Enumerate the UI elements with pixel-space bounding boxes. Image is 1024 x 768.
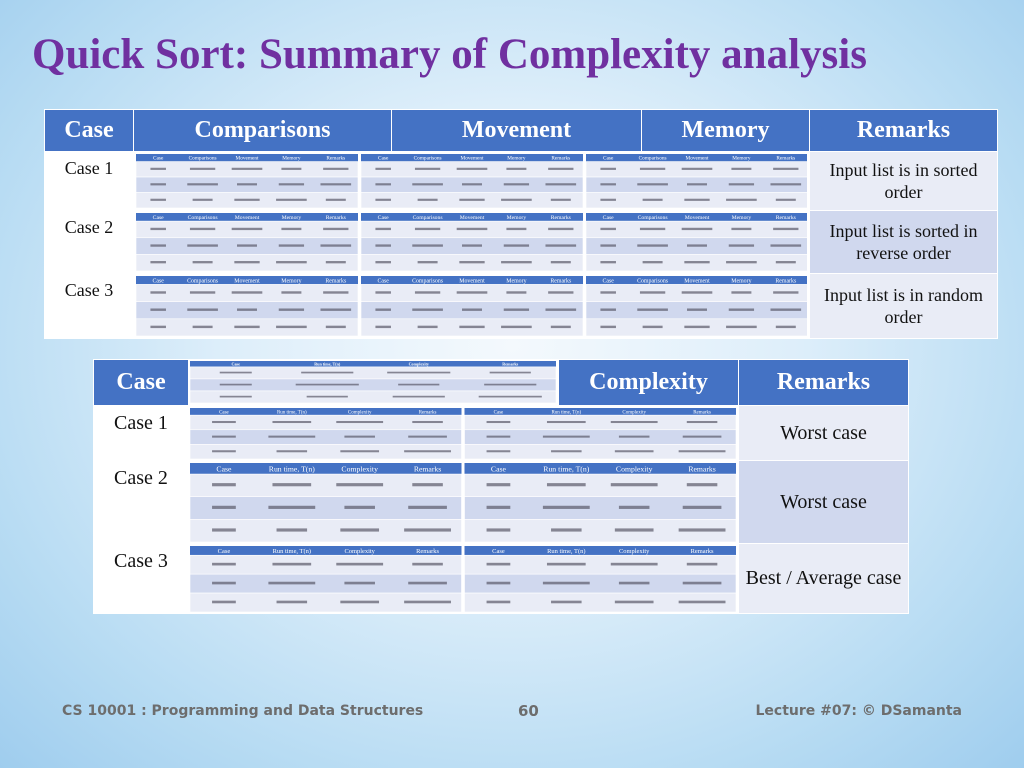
header-memory: Memory (642, 110, 810, 152)
thumbnail-header-text: Run time, T(n) (268, 463, 315, 473)
thumbnail-header-text: Movement (459, 215, 485, 222)
thumbnail-header-text: Run time, T(n) (314, 361, 341, 367)
remarks-cell: Input list is sorted in reverse order (810, 211, 998, 274)
thumbnail-header-text: Complexity (408, 361, 429, 367)
thumbnail-header-text: Case (490, 463, 506, 473)
thumbnail-header-text: Movement (460, 155, 484, 162)
header-case: Case (94, 360, 189, 406)
thumbnail-header-text: Movement (235, 155, 259, 162)
footer-lecture: Lecture #07: © DSamanta (755, 703, 962, 719)
thumbnail-header-text: Comparisons (412, 278, 444, 285)
thumbnail-header-text: Complexity (344, 547, 375, 555)
thumbnail-header-text: Complexity (622, 409, 646, 415)
thumbnail-header-text: Movement (685, 155, 709, 162)
table-row (45, 274, 998, 339)
header-movement: Movement (392, 110, 642, 152)
thumbnail-header-text: Case (492, 547, 505, 555)
thumbnail-header-text: Remarks (413, 463, 442, 473)
thumbnail-header-text: Case (219, 409, 229, 415)
thumbnail-header-text: Remarks (551, 155, 571, 162)
thumbnail-header-text: Comparisons (637, 278, 669, 285)
thumbnail-header-text: Remarks (550, 278, 572, 285)
embedded-table-image (134, 274, 810, 339)
case-label: Case 1 (45, 152, 134, 211)
thumbnail-image (190, 408, 736, 459)
table-header-row (45, 110, 998, 152)
header-comparisons: Comparisons (134, 110, 392, 152)
thumbnail-header-text: Case (602, 215, 614, 222)
embedded-table-image (189, 406, 739, 461)
thumbnail-header-text: Movement (459, 278, 485, 285)
header-complexity: Complexity (559, 360, 739, 406)
thumbnail-header-text: Remarks (326, 155, 346, 162)
thumbnail-header-text: Memory (732, 155, 751, 162)
thumbnail-header-text: Remarks (325, 278, 347, 285)
table-row (94, 406, 909, 461)
embedded-table-image (134, 211, 810, 274)
thumbnail-header-text: Remarks (690, 547, 714, 555)
thumbnail-header-text: Case (602, 278, 614, 285)
thumbnail-header-text: Remarks (775, 278, 797, 285)
thumbnail-header-text: Remarks (688, 463, 716, 473)
thumbnail-header-text: Complexity (347, 409, 372, 415)
complexity-summary-table (93, 359, 909, 614)
thumbnail-header-text: Comparisons (187, 215, 218, 222)
header-case: Case (45, 110, 134, 152)
page-number: 60 (518, 702, 539, 720)
thumbnail-header-text: Complexity (341, 463, 378, 473)
comparison-summary-table (44, 109, 998, 339)
thumbnail-header-text: Complexity (615, 463, 653, 473)
thumbnail-header-text: Movement (684, 215, 710, 222)
thumbnail-header-text: Comparisons (637, 215, 668, 222)
thumbnail-header-text: Complexity (618, 547, 650, 555)
thumbnail-header-text: Remarks (502, 361, 519, 367)
thumbnail-header-text: Run time, T(n) (551, 409, 582, 415)
slide-title: Quick Sort: Summary of Complexity analysis (32, 31, 867, 78)
thumbnail-header-text: Comparisons (188, 155, 217, 162)
thumbnail-header-text: Comparisons (412, 215, 443, 222)
thumbnail-image (136, 276, 807, 336)
thumbnail-header-text: Movement (684, 278, 710, 285)
thumbnail-header-text: Remarks (325, 215, 346, 222)
header-remarks: Remarks (739, 360, 909, 406)
thumbnail-header-text: Case (377, 278, 389, 285)
thumbnail-header-text: Memory (282, 155, 301, 162)
embedded-table-image (189, 544, 739, 614)
thumbnail-image (190, 361, 556, 403)
thumbnail-header-text: Comparisons (638, 155, 667, 162)
table-header-row (94, 360, 909, 406)
thumbnail-header-text: Memory (731, 215, 752, 222)
footer-course: CS 10001 : Programming and Data Structures (62, 703, 424, 719)
remarks-cell: Input list is in sorted order (810, 152, 998, 211)
thumbnail-header-text: Remarks (550, 215, 571, 222)
thumbnail-header-text: Run time, T(n) (547, 547, 586, 555)
thumbnail-header-text: Remarks (775, 215, 796, 222)
thumbnail-header-text: Remarks (693, 409, 711, 415)
remarks-cell: Best / Average case (739, 544, 909, 614)
case-label: Case 3 (45, 274, 134, 339)
remarks-cell: Input list is in random order (810, 274, 998, 339)
case-label: Case 2 (45, 211, 134, 274)
thumbnail-header-text: Case (153, 155, 164, 162)
table-row (45, 152, 998, 211)
thumbnail-header-text: Run time, T(n) (276, 409, 307, 415)
table-row (45, 211, 998, 274)
case-label: Case 2 (94, 461, 189, 544)
thumbnail-header-text: Remarks (416, 547, 440, 555)
thumbnail-header-text: Memory (506, 215, 527, 222)
thumbnail-header-text: Memory (507, 155, 526, 162)
remarks-cell: Worst case (739, 406, 909, 461)
embedded-table-image (189, 461, 739, 544)
thumbnail-image (190, 463, 736, 542)
thumbnail-header-text: Case (378, 155, 389, 162)
case-label: Case 3 (94, 544, 189, 614)
thumbnail-header-text: Memory (731, 278, 752, 285)
thumbnail-header-text: Memory (281, 215, 302, 222)
embedded-table-image (134, 152, 810, 211)
thumbnail-image (136, 154, 807, 208)
thumbnail-image (190, 546, 736, 612)
thumbnail-header-text: Run time, T(n) (543, 463, 590, 473)
thumbnail-header-text: Remarks (418, 409, 437, 415)
case-label: Case 1 (94, 406, 189, 461)
thumbnail-header-text: Case (216, 463, 232, 473)
embedded-table-image (189, 360, 559, 406)
thumbnail-image (136, 213, 807, 271)
table-row (94, 461, 909, 544)
thumbnail-header-text: Case (231, 361, 240, 367)
table-row (94, 544, 909, 614)
thumbnail-header-text: Case (493, 409, 504, 415)
thumbnail-header-text: Memory (506, 278, 527, 285)
thumbnail-header-text: Case (152, 215, 164, 222)
thumbnail-header-text: Case (377, 215, 389, 222)
thumbnail-header-text: Movement (234, 278, 260, 285)
remarks-cell: Worst case (739, 461, 909, 544)
thumbnail-header-text: Run time, T(n) (272, 547, 312, 555)
thumbnail-header-text: Remarks (776, 155, 796, 162)
thumbnail-header-text: Comparisons (413, 155, 442, 162)
thumbnail-header-text: Memory (281, 278, 302, 285)
thumbnail-header-text: Movement (234, 215, 260, 222)
thumbnail-header-text: Case (217, 547, 231, 555)
thumbnail-header-text: Case (152, 278, 164, 285)
thumbnail-header-text: Comparisons (187, 278, 219, 285)
header-remarks: Remarks (810, 110, 998, 152)
thumbnail-header-text: Case (603, 155, 614, 162)
